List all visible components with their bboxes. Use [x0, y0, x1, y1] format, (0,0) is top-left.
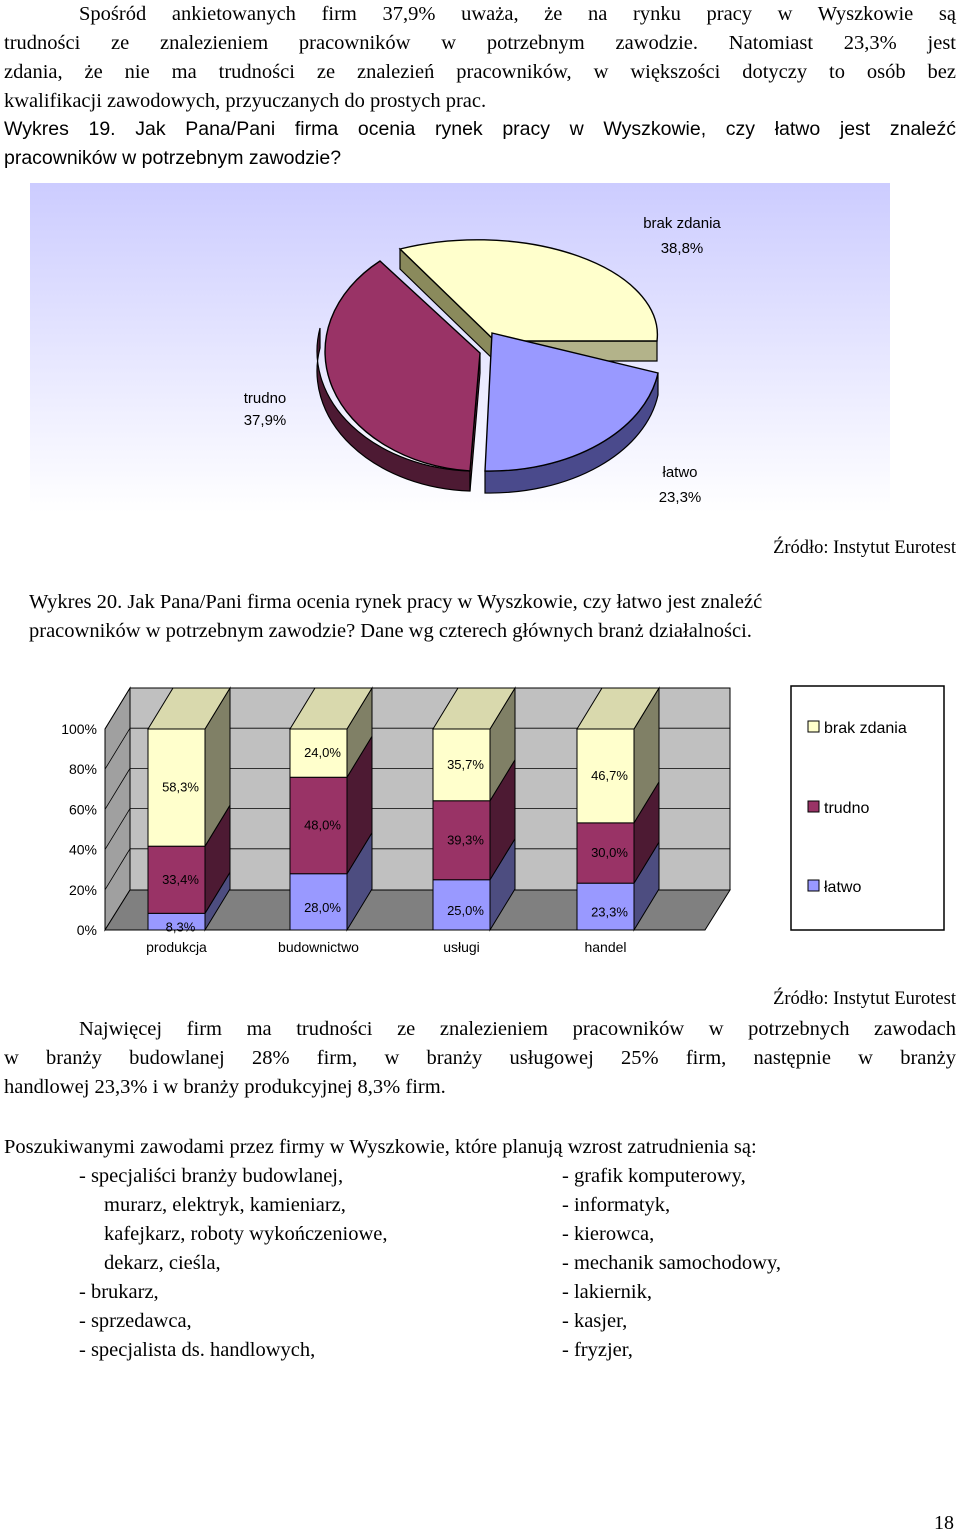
pie-label-latwo: łatwo [662, 464, 698, 481]
wanted-right-item: - informatyk, [562, 1194, 671, 1216]
bar-value-label: 28,0% [304, 899, 341, 915]
intro-paragraph [4, 0, 956, 116]
figure20-title-line-2: pracowników w potrzebnym zawodzie? Dane wg czterech głównych branż działalności. [29, 620, 752, 642]
intro-line-1: Spośród ankietowanych firm 37,9% uważa, że na rynku pracy w Wyszkowie są [79, 3, 956, 25]
wanted-list-right [562, 1162, 781, 1365]
bar-value-label: 35,7% [447, 756, 484, 772]
bar-value-label: 48,0% [304, 817, 341, 833]
legend-label-brak-zdania: brak zdania [824, 720, 907, 737]
bar-value-label: 23,3% [591, 904, 628, 920]
wanted-left-item: murarz, elektryk, kamieniarz, [104, 1194, 346, 1216]
category-label: handel [584, 939, 627, 955]
wanted-right-item: - mechanik samochodowy, [562, 1252, 781, 1274]
figure20-source: Źródło: Instytut Eurotest [773, 989, 956, 1009]
legend-swatch-brak-zdania [808, 721, 819, 732]
bar-value-label: 39,3% [447, 832, 484, 848]
wanted-left-item: - brukarz, [79, 1281, 159, 1303]
y-tick-label: 80% [68, 761, 97, 778]
category-label: budownictwo [278, 939, 359, 955]
bar-value-label: 30,0% [591, 845, 628, 861]
conclusion-line-1: Najwięcej firm ma trudności ze znalezieniem pracowników w potrzebnych zawodach [79, 1018, 956, 1040]
wanted-left-item: kafejkarz, roboty wykończeniowe, [104, 1223, 388, 1245]
wanted-list-left [79, 1162, 387, 1365]
pie-chart [30, 183, 890, 513]
y-tick-label: 0% [76, 922, 97, 938]
wanted-left-item: dekarz, cieśla, [104, 1252, 221, 1274]
wanted-right-item: - fryzjer, [562, 1339, 633, 1361]
figure19-source: Źródło: Instytut Eurotest [773, 538, 956, 558]
legend-label-trudno: trudno [824, 800, 870, 817]
conclusion-line-3: handlowej 23,3% i w branży produkcyjnej 8,3% firm. [4, 1076, 446, 1098]
chart-side-wall [105, 688, 130, 930]
y-tick-label: 40% [68, 841, 97, 858]
wanted-right-item: - kasjer, [562, 1310, 628, 1332]
wanted-left-item: - specjaliści branży budowlanej, [79, 1165, 344, 1187]
category-label: produkcja [146, 939, 207, 955]
bar-value-label: 8,3% [165, 919, 196, 935]
pie-label-brak-zdania: brak zdania [643, 215, 721, 232]
intro-line-2: trudności ze znalezieniem pracowników w potrzebnym zawodzie. Natomiast 23,3% jest [4, 32, 956, 54]
intro-line-4: kwalifikacji zawodowych, przyuczanych do prostych prac. [4, 90, 487, 112]
bar-value-label: 33,4% [162, 871, 199, 887]
pie-label-trudno: trudno [243, 390, 287, 407]
legend-label-latwo: łatwo [824, 879, 862, 896]
chart-legend [791, 686, 944, 930]
bar-value-label: 58,3% [162, 779, 199, 795]
chart-category-labels [146, 939, 626, 955]
bar-value-label: 25,0% [447, 902, 484, 918]
bar-value-label: 46,7% [591, 767, 628, 783]
figure19-title-line-1: Wykres 19. Jak Pana/Pani firma ocenia rynek pracy w Wyszkowie, czy łatwo jest znaleźć [4, 118, 956, 140]
figure19-title-line-2: pracowników w potrzebnym zawodzie? [4, 147, 342, 169]
category-label: usługi [443, 939, 480, 955]
conclusion-paragraph [4, 1015, 956, 1102]
pie-value-brak-zdania: 38,8% [660, 240, 704, 257]
y-tick-label: 20% [68, 881, 97, 898]
page-number: 18 [934, 1512, 954, 1534]
figure19-title [4, 115, 956, 173]
bar-value-label: 24,0% [304, 745, 341, 761]
intro-line-3: zdania, że nie ma trudności ze znalezień pracowników, w większości dotyczy to osób bez [4, 61, 956, 83]
wanted-left-item: - sprzedawca, [79, 1310, 192, 1332]
legend-swatch-trudno [808, 801, 819, 812]
chart-y-ticks [61, 721, 97, 938]
figure20-title [29, 588, 949, 646]
y-tick-label: 100% [61, 721, 97, 737]
wanted-left-item: - specjalista ds. handlowych, [79, 1339, 316, 1361]
wanted-right-item: - lakiernik, [562, 1281, 652, 1303]
wanted-intro: Poszukiwanymi zawodami przez firmy w Wyszkowie, które planują wzrost zatrudnienia są: [4, 1136, 757, 1158]
wanted-right-item: - kierowca, [562, 1223, 655, 1245]
figure20-title-line-1: Wykres 20. Jak Pana/Pani firma ocenia rynek pracy w Wyszkowie, czy łatwo jest znaleźć [29, 591, 763, 613]
stacked-bar-chart [0, 680, 960, 970]
wanted-right-item: - grafik komputerowy, [562, 1165, 746, 1187]
y-tick-label: 60% [68, 801, 97, 818]
conclusion-line-2: w branży budowlanej 28% firm, w branży usługowej 25% firm, następnie w branży [4, 1047, 956, 1069]
legend-swatch-latwo [808, 880, 819, 891]
pie-value-trudno: 37,9% [243, 412, 287, 429]
pie-value-latwo: 23,3% [658, 489, 702, 506]
